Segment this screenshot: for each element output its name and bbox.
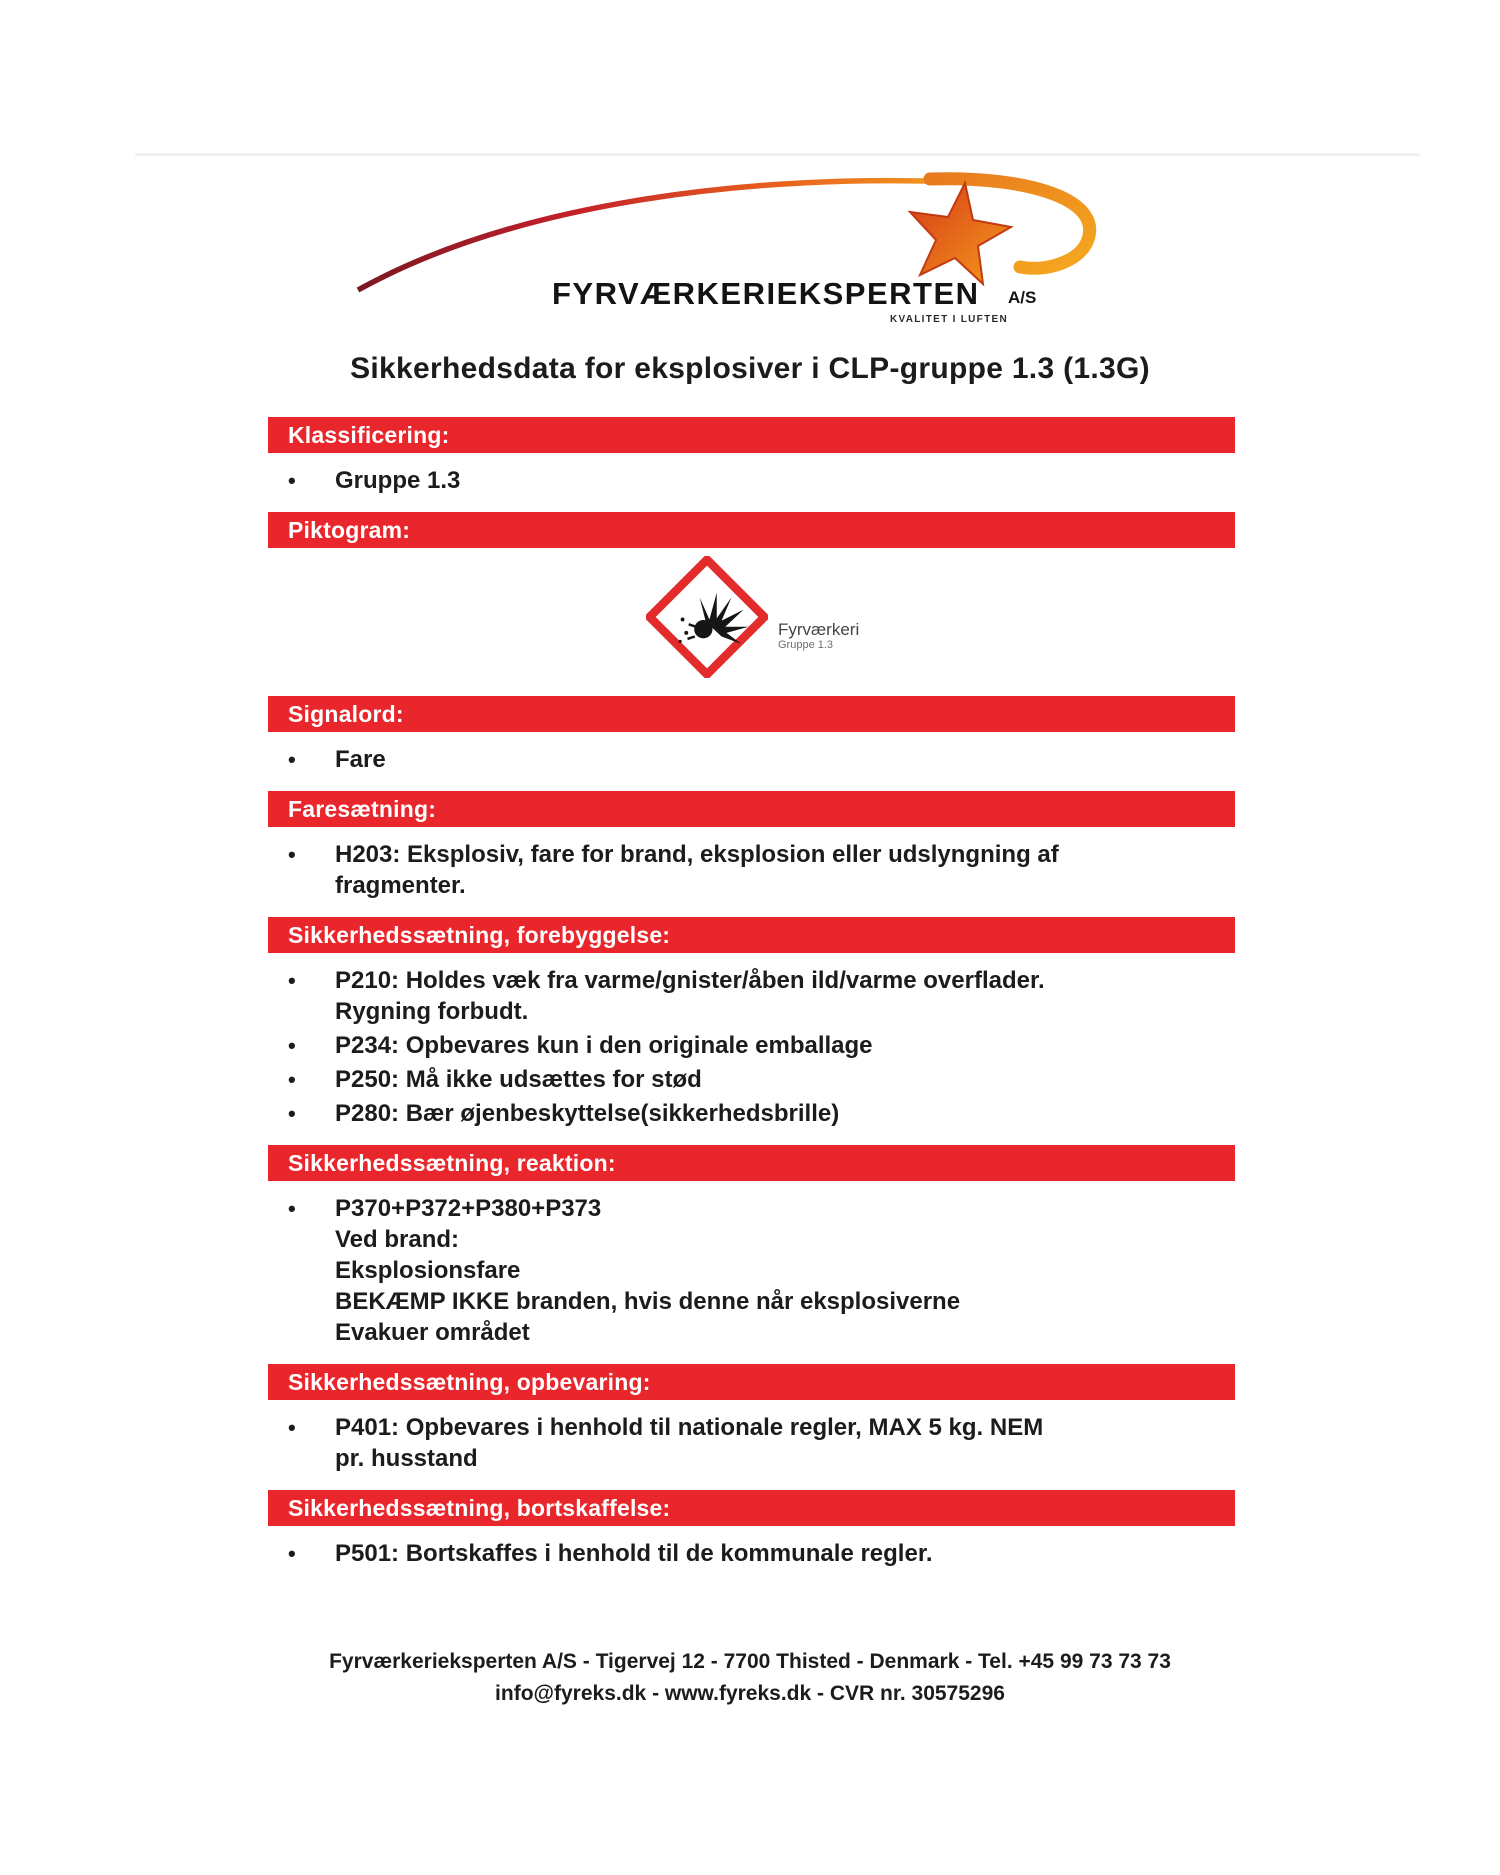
bullet-item: [268, 1064, 1235, 1095]
statement-line: P401: Opbevares i henhold til nationale regler, MAX 5 kg. NEM: [335, 1414, 1044, 1441]
bullet-item: [268, 1412, 1235, 1474]
ghs01-exploding-bomb-icon: [646, 556, 768, 678]
statement-line: H203: Eksplosiv, fare for brand, eksplosion eller udslyngning af: [335, 841, 1059, 868]
statement-line: fragmenter.: [335, 872, 466, 899]
statement-line: Rygning forbudt.: [335, 998, 529, 1025]
statement-line: P501: Bortskaffes i henhold til de kommunale regler.: [335, 1540, 933, 1567]
pictogram-block: [268, 554, 1235, 694]
star-icon: [910, 183, 1011, 284]
logo-wordmark: FYRVÆRKERIEKSPERTEN: [552, 276, 980, 311]
bullet-item: [268, 1193, 1235, 1348]
section-opbevaring: [268, 1364, 1235, 1474]
bullet-item: [268, 839, 1235, 901]
document-body: [268, 417, 1235, 1585]
logo-suffix: A/S: [1008, 288, 1037, 307]
bullet-dot: •: [288, 1067, 296, 1092]
bullet-dot: •: [288, 1415, 296, 1440]
statement-line: P234: Opbevares kun i den originale emballage: [335, 1032, 873, 1059]
bullet-dot: •: [288, 1196, 296, 1221]
section-header-bar: Faresætning:: [268, 791, 1235, 827]
section-faresaetning: [268, 791, 1235, 901]
section-header-bar: Klassificering:: [268, 417, 1235, 453]
footer-contact-line: info@fyreks.dk - www.fyreks.dk - CVR nr. 30575296: [495, 1682, 1005, 1705]
statement-line: BEKÆMP IKKE branden, hvis denne når eksplosiverne: [335, 1288, 961, 1315]
bullet-item: [268, 744, 1235, 775]
section-piktogram: [268, 512, 1235, 694]
section-signalord: [268, 696, 1235, 775]
statement-line: P370+P372+P380+P373: [335, 1195, 602, 1222]
statement-line: Gruppe 1.3: [335, 467, 461, 494]
section-header-bar: Sikkerhedssætning, bortskaffelse:: [268, 1490, 1235, 1526]
section-bortskaffelse: [268, 1490, 1235, 1569]
bullet-item: [268, 465, 1235, 496]
statement-line: Ved brand:: [335, 1226, 460, 1253]
section-header-bar: Signalord:: [268, 696, 1235, 732]
statement-line: P250: Må ikke udsættes for stød: [335, 1066, 702, 1093]
statement-line: Fare: [335, 746, 386, 773]
statement-line: pr. husstand: [335, 1445, 478, 1472]
company-logo: [330, 148, 1140, 328]
bullet-item: [268, 1098, 1235, 1129]
bullet-item: [268, 1030, 1235, 1061]
section-reaktion: [268, 1145, 1235, 1348]
pictogram-label-sub: Gruppe 1.3: [778, 639, 834, 651]
bullet-dot: •: [288, 1033, 296, 1058]
bullet-dot: •: [288, 968, 296, 993]
footer-address-line: Fyrværkerieksperten A/S - Tigervej 12 - 7700 Thisted - Denmark - Tel. +45 99 73 73 73: [329, 1650, 1171, 1673]
section-forebyggelse: [268, 917, 1235, 1129]
logo-tagline: KVALITET I LUFTEN: [889, 314, 1008, 325]
section-header-bar: Piktogram:: [268, 512, 1235, 548]
statement-line: P280: Bær øjenbeskyttelse(sikkerhedsbrille): [335, 1100, 840, 1127]
section-header-bar: Sikkerhedssætning, reaktion:: [268, 1145, 1235, 1181]
pictogram-label: [778, 620, 859, 652]
bullet-dot: •: [288, 747, 296, 772]
bullet-item: [268, 1538, 1235, 1569]
statement-line: P210: Holdes væk fra varme/gnister/åben ild/varme overflader.: [335, 967, 1045, 994]
bullet-dot: •: [288, 468, 296, 493]
pictogram-label-main: Fyrværkeri: [778, 620, 860, 639]
bullet-dot: •: [288, 1541, 296, 1566]
section-header-bar: Sikkerhedssætning, opbevaring:: [268, 1364, 1235, 1400]
section-header-bar: Sikkerhedssætning, forebyggelse:: [268, 917, 1235, 953]
statement-line: Eksplosionsfare: [335, 1257, 521, 1284]
footer: [0, 1646, 1500, 1710]
bullet-dot: •: [288, 1101, 296, 1126]
page-title: Sikkerhedsdata for eksplosiver i CLP-gruppe 1.3 (1.3G): [350, 352, 1150, 385]
statement-line: Evakuer området: [335, 1319, 530, 1346]
bullet-dot: •: [288, 842, 296, 867]
section-klassificering: [268, 417, 1235, 496]
bullet-item: [268, 965, 1235, 1027]
